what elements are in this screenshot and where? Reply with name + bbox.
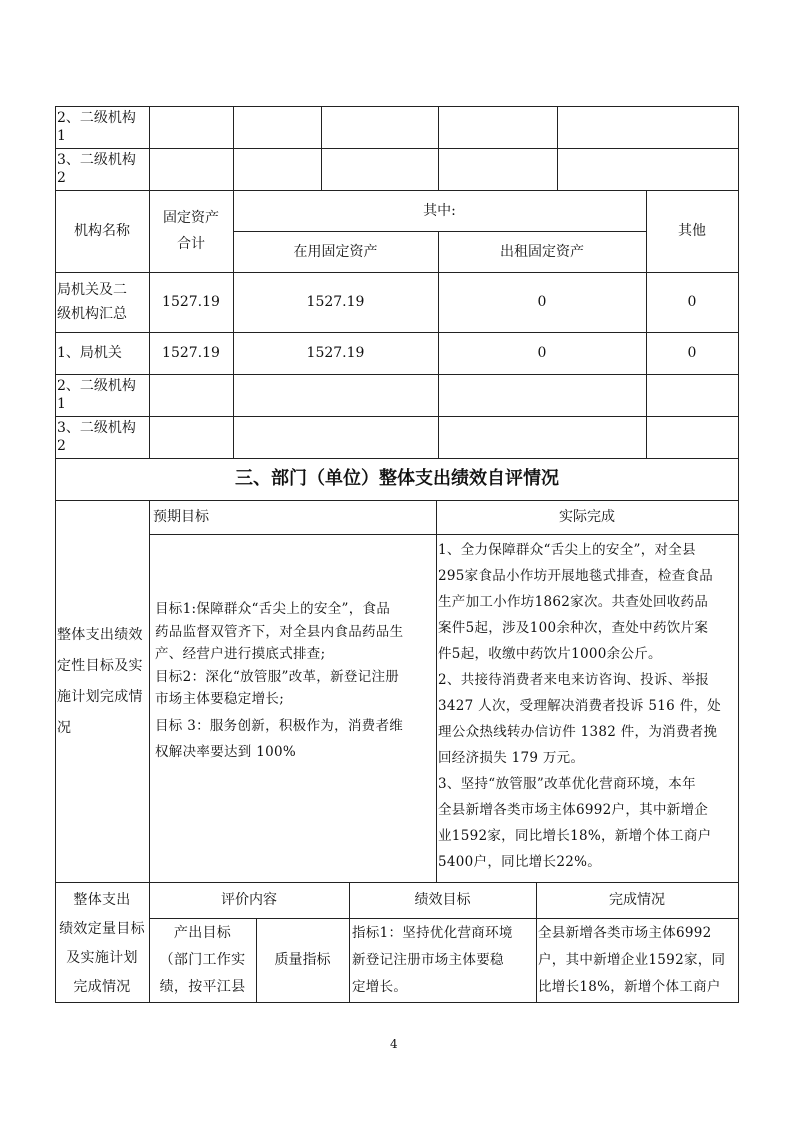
- text-line: 新登记注册市场主体要稳: [352, 952, 504, 968]
- rule: [55, 1002, 739, 1003]
- text-line: 比增长18%，新增个体工商户: [538, 979, 721, 995]
- text-line: 生产加工小作坊1862家次。共查处回收药品: [438, 594, 709, 610]
- qualitative-row-label: [57, 620, 149, 744]
- quantitative-row-label: [55, 886, 149, 1002]
- row-total: 1527.19: [162, 345, 220, 361]
- completion-text: [538, 920, 738, 1001]
- text-line: 理公众热线转办信访件 1382 件，为消费者挽: [438, 724, 718, 740]
- header-total-line2: 合计: [177, 236, 205, 252]
- expected-header: 预期目标: [153, 509, 209, 525]
- header-of-which: 其中:: [423, 202, 456, 219]
- label-line: 完成情况: [73, 979, 131, 995]
- rule: [233, 106, 234, 190]
- rule: [55, 148, 739, 149]
- rule: [55, 416, 739, 417]
- text-line: 定增长。: [352, 979, 408, 995]
- text-line: 案件5起，涉及100余种次，查处中药饮片案: [438, 620, 709, 636]
- header-total: [149, 190, 233, 272]
- text-line: （部门工作实: [159, 952, 246, 968]
- rule: [149, 534, 739, 535]
- label-line: 整体支出: [73, 892, 131, 908]
- text-line: 目标 3：服务创新，积极作为，消费者维: [155, 717, 404, 734]
- row-total: 1527.19: [162, 294, 220, 310]
- rule: [321, 106, 322, 190]
- rule: [55, 106, 739, 107]
- row-name-line1: 局机关及二: [57, 282, 127, 298]
- row-name: 2、二级机构 1: [57, 378, 136, 412]
- rule: [55, 374, 739, 375]
- rule: [149, 106, 150, 190]
- text-line: 产出目标: [173, 925, 232, 941]
- row-other: 0: [687, 294, 697, 310]
- org-row-label: 2、二级机构 1: [57, 110, 136, 144]
- row-name: [55, 272, 149, 332]
- row-other: 0: [687, 345, 697, 361]
- text-line: 目标2：深化“放管服”改革，新登记注册: [155, 668, 400, 685]
- label-line: 定性目标及实: [57, 658, 143, 674]
- row-name: 3、二级机构 2: [57, 420, 136, 454]
- actual-header: 实际完成: [559, 509, 615, 525]
- label-line: 整体支出绩效: [57, 627, 143, 643]
- header-other: 其他: [678, 223, 706, 239]
- section-title: 三、部门（单位）整体支出绩效自评情况: [235, 468, 559, 489]
- indicator-text: [352, 920, 536, 1001]
- text-line: 产、经营户进行摸底式排查;: [155, 646, 326, 662]
- rule: [436, 500, 437, 882]
- label-line: 及实施计划: [66, 950, 138, 966]
- text-line: 户，其中新增企业1592家，同: [538, 952, 726, 968]
- text-line: 295家食品小作坊开展地毯式排查，检查食品: [438, 568, 714, 584]
- label-line: 况: [57, 720, 72, 736]
- text-line: 1、全力保障群众“舌尖上的安全”，对全县: [438, 542, 696, 558]
- rule: [557, 106, 558, 190]
- header-total-line1: 固定资产: [163, 210, 219, 226]
- expected-text: [155, 598, 435, 764]
- completion-header: 完成情况: [609, 892, 665, 908]
- text-line: 业1592家，同比增长18%，新增个体工商户: [438, 828, 712, 844]
- output-target: [149, 920, 256, 1001]
- text-line: 市场主体要稳定增长;: [155, 691, 285, 707]
- rule: [438, 106, 439, 190]
- header-in-use: 在用固定资产: [293, 243, 378, 260]
- row-rented: 0: [537, 345, 547, 361]
- row-rented: 0: [537, 294, 547, 310]
- rule: [738, 106, 739, 1003]
- label-line: 施计划完成情: [57, 689, 143, 705]
- page-number: 4: [390, 1037, 398, 1051]
- rule: [149, 918, 739, 919]
- text-line: 指标1：坚持优化营商环境: [352, 925, 513, 941]
- text-line: 3427 人次，受理解决消费者投诉 516 件，处: [438, 698, 721, 714]
- text-line: 件5起，收缴中药饮片1000余公斤。: [438, 646, 662, 662]
- rule: [149, 500, 150, 882]
- row-name-line2: 级机构汇总: [57, 306, 127, 322]
- text-line: 2、共接待消费者来电来访咨询、投诉、举报: [438, 672, 710, 688]
- text-line: 回经济损失 179 万元。: [438, 750, 585, 766]
- text-line: 5400户，同比增长22%。: [438, 854, 602, 870]
- eval-content-header: 评价内容: [221, 892, 277, 908]
- text-line: 绩，按平江县: [159, 979, 246, 995]
- header-rented: 出租固定资产: [500, 243, 584, 260]
- text-line: 目标1:保障群众“舌尖上的安全”，食品: [155, 601, 391, 617]
- text-line: 药品监督双管齐下，对全县内食品药品生: [155, 623, 404, 640]
- row-in-use: 1527.19: [306, 345, 365, 361]
- actual-text: [438, 537, 738, 875]
- text-line: 权解决率要达到 100%: [155, 744, 296, 760]
- row-name: 1、局机关: [57, 345, 122, 361]
- row-in-use: 1527.19: [306, 294, 365, 310]
- text-line: 全县新增各类市场主体6992: [538, 925, 712, 941]
- org-row-label: 3、二级机构 2: [57, 152, 136, 186]
- text-line: 3、坚持“放管服”改革优化营商环境，本年: [438, 776, 696, 792]
- text-line: 全县新增各类市场主体6992户，其中新增企: [438, 802, 709, 818]
- label-line: 绩效定量目标: [59, 921, 145, 937]
- perf-target-header: 绩效目标: [414, 892, 471, 908]
- header-org-name: 机构名称: [74, 223, 130, 239]
- quality-indicator: 质量指标: [274, 952, 331, 968]
